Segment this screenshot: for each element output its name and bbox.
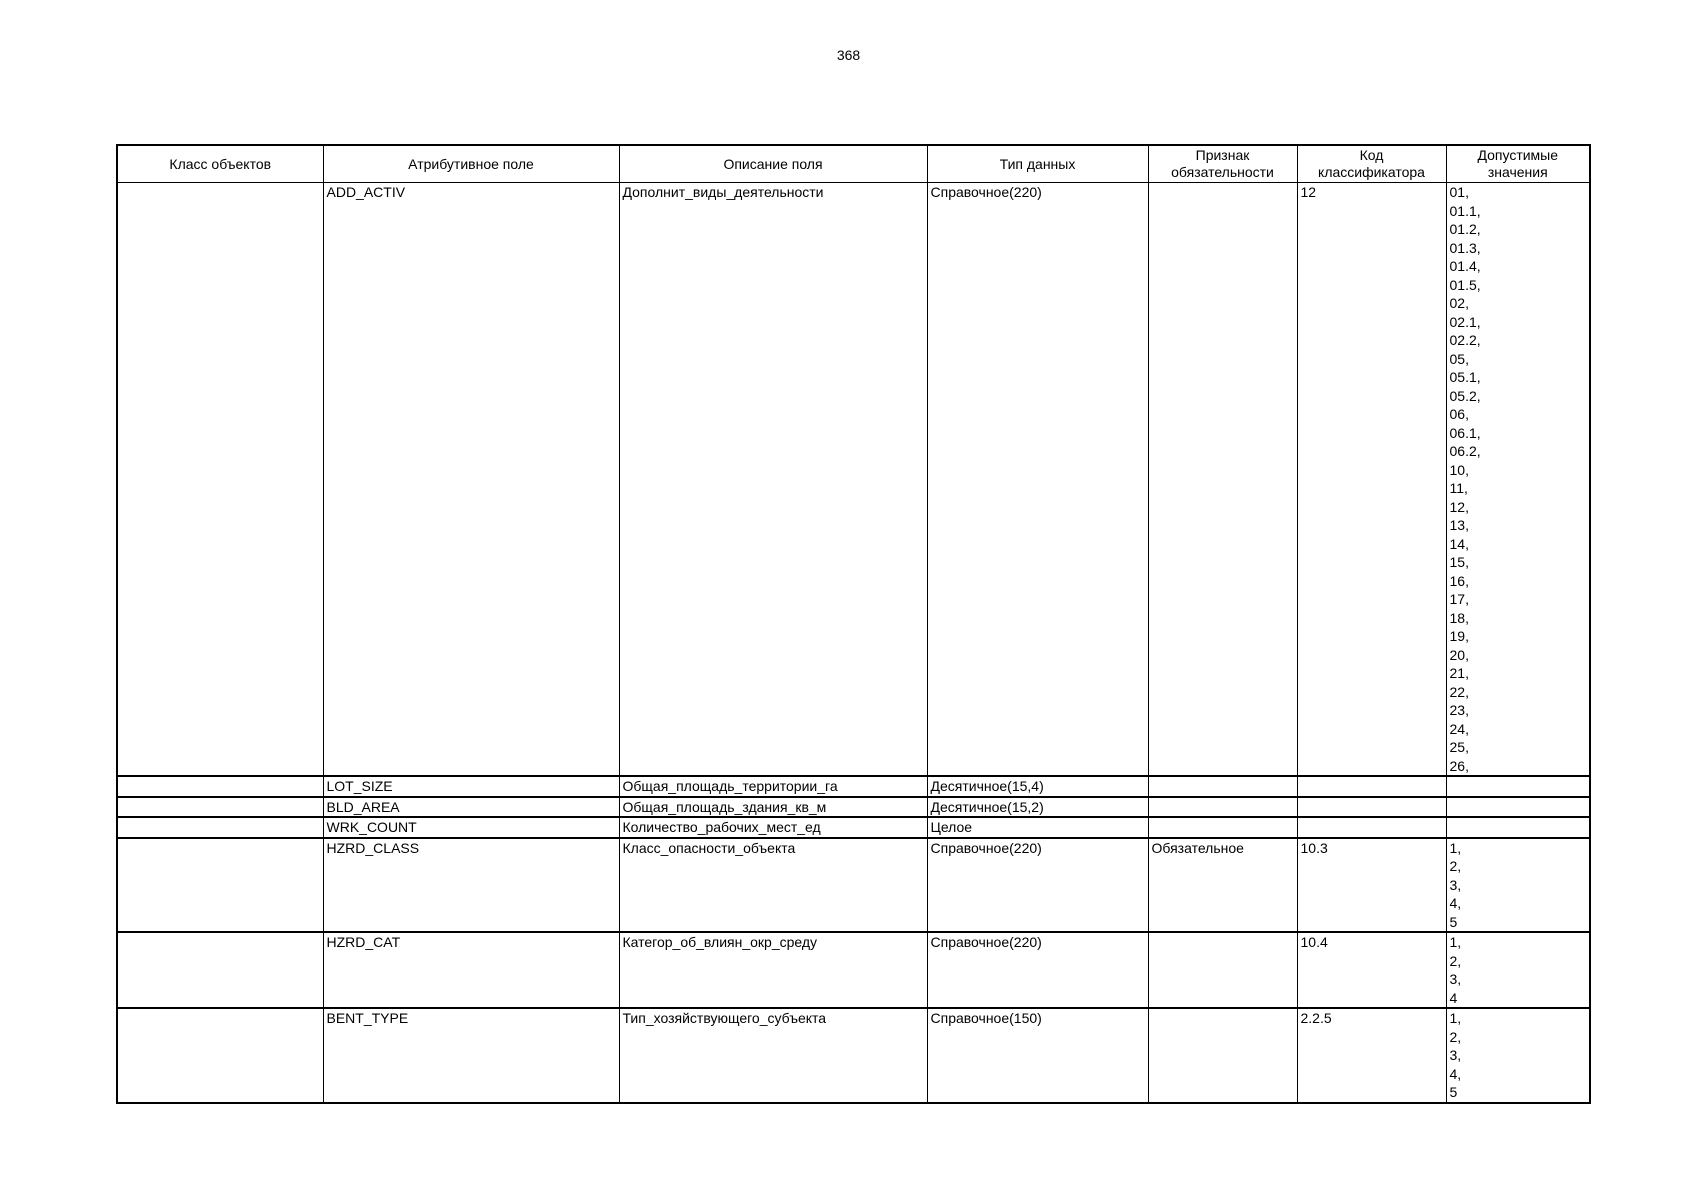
allowed-value: 2, — [1449, 1028, 1462, 1045]
cell-classifier-code — [1297, 817, 1446, 838]
allowed-value: 16, — [1449, 572, 1469, 589]
cell-field-description: Дополнит_виды_деятельности — [619, 183, 927, 777]
table-header-row — [117, 145, 1590, 183]
cell-object-class — [117, 838, 323, 933]
cell-allowed-values — [1446, 932, 1590, 1008]
page-number: 368 — [836, 47, 861, 63]
allowed-value: 2, — [1449, 952, 1462, 969]
allowed-value: 01, — [1449, 184, 1469, 200]
cell-field-description: Категор_об_влиян_окр_среду — [619, 932, 927, 1008]
allowed-value: 1, — [1449, 1010, 1462, 1026]
allowed-value: 4, — [1449, 895, 1462, 911]
allowed-value: 24, — [1449, 720, 1469, 737]
cell-attribute-field: LOT_SIZE — [323, 776, 619, 797]
cell-required: Обязательное — [1148, 838, 1297, 933]
allowed-value: 20, — [1449, 646, 1469, 663]
allowed-value: 01.4, — [1449, 258, 1481, 274]
header-object-class: Класс объектов — [117, 145, 323, 183]
attribute-table — [116, 144, 1591, 1104]
cell-field-description: Класс_опасности_объекта — [619, 838, 927, 933]
allowed-value: 10, — [1449, 461, 1469, 478]
header-allowed-line1: Допустимые — [1477, 147, 1559, 163]
allowed-value: 17, — [1449, 591, 1469, 607]
allowed-value: 01.2, — [1449, 221, 1481, 237]
header-classifier-line2: классификатора — [1318, 164, 1425, 180]
cell-required — [1148, 932, 1297, 1008]
cell-object-class — [117, 817, 323, 838]
allowed-value: 23, — [1449, 702, 1469, 718]
header-required-line2: обязательности — [1171, 164, 1274, 180]
cell-object-class — [117, 932, 323, 1008]
cell-allowed-values — [1446, 183, 1590, 777]
allowed-value: 06.1, — [1449, 424, 1481, 441]
cell-object-class — [117, 797, 323, 818]
cell-required — [1148, 1008, 1297, 1103]
allowed-value: 02, — [1449, 295, 1469, 311]
cell-attribute-field: BENT_TYPE — [323, 1008, 619, 1103]
allowed-value: 25, — [1449, 739, 1469, 755]
allowed-value: 22, — [1449, 683, 1469, 700]
allowed-value: 05, — [1449, 350, 1469, 367]
cell-classifier-code: 12 — [1297, 183, 1446, 777]
allowed-value: 15, — [1449, 554, 1469, 570]
cell-field-description: Количество_рабочих_мест_ед — [619, 817, 927, 838]
cell-data-type: Целое — [927, 817, 1148, 838]
table-row — [117, 817, 1590, 838]
allowed-value: 1, — [1449, 839, 1462, 856]
header-field-description: Описание поля — [619, 145, 927, 183]
cell-data-type: Десятичное(15,4) — [927, 776, 1148, 797]
allowed-value: 14, — [1449, 535, 1469, 552]
allowed-value: 01.1, — [1449, 202, 1481, 219]
allowed-value: 3, — [1449, 1047, 1462, 1063]
cell-data-type: Справочное(150) — [927, 1008, 1148, 1103]
allowed-value: 01.3, — [1449, 239, 1481, 256]
cell-classifier-code: 10.3 — [1297, 838, 1446, 933]
cell-attribute-field: WRK_COUNT — [323, 817, 619, 838]
cell-required — [1148, 797, 1297, 818]
allowed-value: 05.2, — [1449, 387, 1481, 404]
allowed-value: 3, — [1449, 971, 1462, 987]
cell-classifier-code: 2.2.5 — [1297, 1008, 1446, 1103]
cell-field-description: Тип_хозяйствующего_субъекта — [619, 1008, 927, 1103]
cell-attribute-field: BLD_AREA — [323, 797, 619, 818]
cell-data-type: Справочное(220) — [927, 932, 1148, 1008]
cell-required — [1148, 776, 1297, 797]
header-data-type: Тип данных — [927, 145, 1148, 183]
table-row — [117, 797, 1590, 818]
table-row — [117, 838, 1590, 933]
allowed-value: 21, — [1449, 665, 1469, 681]
cell-data-type: Справочное(220) — [927, 183, 1148, 777]
cell-attribute-field: HZRD_CAT — [323, 932, 619, 1008]
cell-attribute-field: ADD_ACTIV — [323, 183, 619, 777]
allowed-value: 2, — [1449, 858, 1462, 874]
cell-allowed-values — [1446, 776, 1590, 797]
cell-attribute-field: HZRD_CLASS — [323, 838, 619, 933]
cell-allowed-values — [1446, 1008, 1590, 1103]
header-classifier-code — [1297, 145, 1446, 183]
cell-required — [1148, 183, 1297, 777]
table-row — [117, 183, 1590, 777]
allowed-value: 11, — [1449, 480, 1468, 496]
allowed-value: 01.5, — [1449, 276, 1481, 293]
allowed-value: 3, — [1449, 876, 1462, 893]
cell-object-class — [117, 776, 323, 797]
allowed-value: 19, — [1449, 628, 1469, 644]
allowed-value: 5 — [1449, 1084, 1458, 1100]
allowed-value: 02.2, — [1449, 332, 1481, 348]
allowed-value: 02.1, — [1449, 313, 1481, 330]
cell-data-type: Справочное(220) — [927, 838, 1148, 933]
cell-allowed-values — [1446, 797, 1590, 818]
cell-object-class — [117, 1008, 323, 1103]
allowed-value: 05.1, — [1449, 369, 1481, 385]
allowed-value: 13, — [1449, 517, 1469, 533]
cell-data-type: Десятичное(15,2) — [927, 797, 1148, 818]
cell-classifier-code — [1297, 797, 1446, 818]
table-body — [117, 183, 1590, 1103]
cell-classifier-code: 10.4 — [1297, 932, 1446, 1008]
header-classifier-line1: Код — [1359, 147, 1384, 163]
header-allowed-values — [1446, 145, 1590, 183]
header-required — [1148, 145, 1297, 183]
allowed-value: 5 — [1449, 913, 1458, 930]
allowed-value: 1, — [1449, 934, 1462, 950]
allowed-value: 4 — [1449, 989, 1458, 1006]
allowed-value: 4, — [1449, 1065, 1462, 1082]
cell-allowed-values — [1446, 838, 1590, 933]
table-row — [117, 1008, 1590, 1103]
allowed-value: 06.2, — [1449, 443, 1481, 459]
cell-field-description: Общая_площадь_территории_га — [619, 776, 927, 797]
allowed-value: 06, — [1449, 406, 1469, 422]
header-allowed-line2: значения — [1487, 164, 1548, 180]
cell-object-class — [117, 183, 323, 777]
cell-allowed-values — [1446, 817, 1590, 838]
cell-classifier-code — [1297, 776, 1446, 797]
table-row — [117, 776, 1590, 797]
table-row — [117, 932, 1590, 1008]
allowed-value: 12, — [1449, 498, 1469, 515]
header-attribute-field: Атрибутивное поле — [323, 145, 619, 183]
allowed-value: 18, — [1449, 609, 1469, 626]
allowed-value: 26, — [1449, 757, 1469, 774]
header-required-line1: Признак — [1195, 147, 1250, 163]
cell-required — [1148, 817, 1297, 838]
cell-field-description: Общая_площадь_здания_кв_м — [619, 797, 927, 818]
